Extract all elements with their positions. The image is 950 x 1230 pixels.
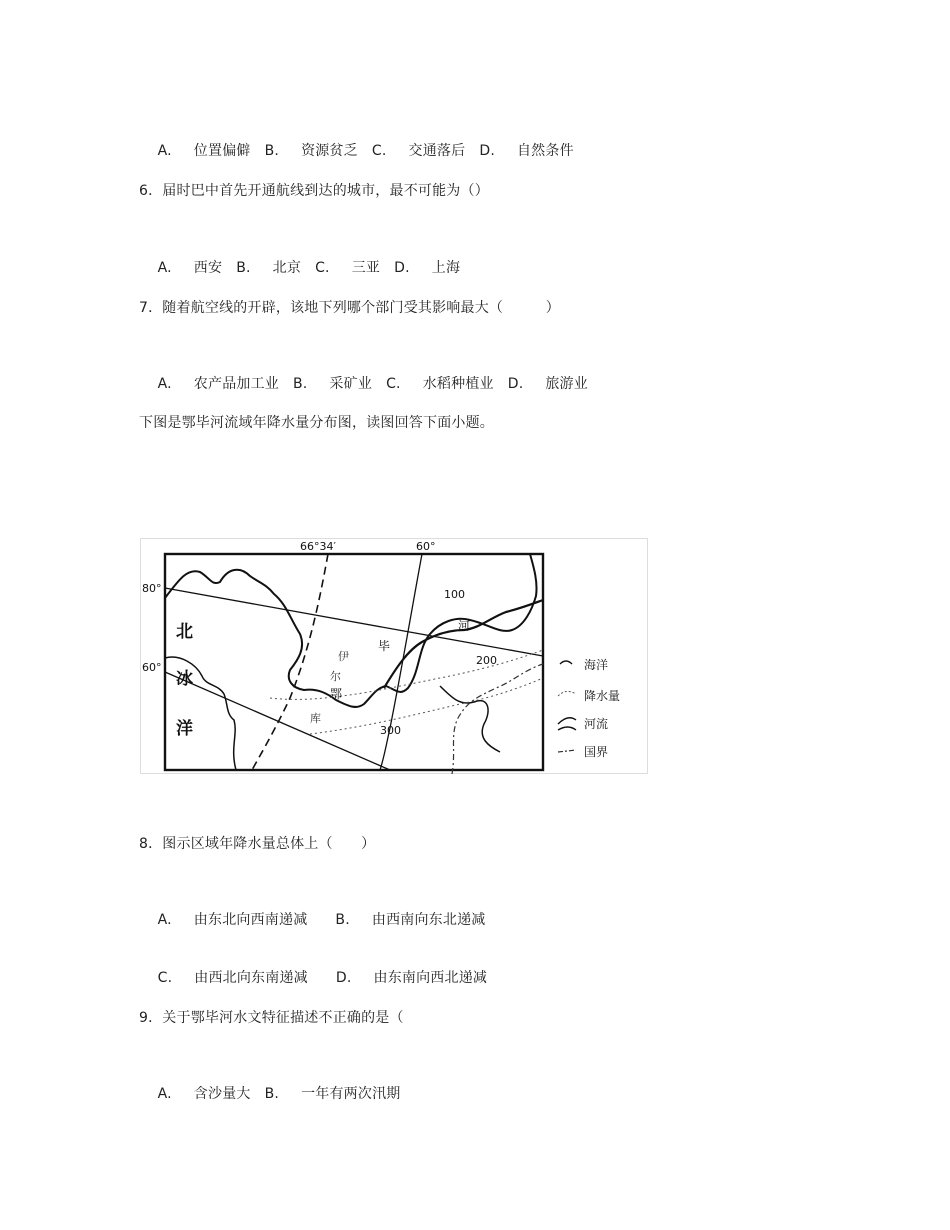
q8-option-b-text: 由西南向东北递减 — [371, 912, 486, 928]
q7-option-a-text: 农产品加工业 — [193, 376, 279, 392]
q8-options-ab — [139, 893, 485, 947]
q9-option-b-text: 一年有两次汛期 — [301, 1086, 401, 1102]
lat-label-60: 60° — [142, 661, 162, 674]
q7-option-c-text: 水稻种植业 — [422, 376, 494, 392]
q5-option-d-letter: D. — [479, 143, 495, 159]
map-svg — [140, 538, 648, 774]
ocean-label-1: 北 — [176, 622, 193, 642]
isohyet-label-300: 300 — [380, 724, 401, 737]
q9-option-b-letter: B. — [264, 1086, 280, 1102]
place-char-3: 库 — [310, 712, 321, 725]
river-label-he: 河 — [458, 619, 471, 633]
q7-option-d-letter: D. — [507, 376, 524, 392]
legend-border-label: 国界 — [584, 745, 609, 759]
q7-option-c-letter: C. — [386, 376, 401, 392]
map-intro: 下图是鄂毕河流域年降水量分布图，读图回答下面小题。 — [139, 415, 494, 431]
legend-isohyet-label: 降水量 — [584, 689, 621, 703]
q5-option-c-text: 交通落后 — [408, 143, 466, 159]
q6-stem: 6．届时巴中首先开通航线到达的城市，最不可能为（） — [139, 183, 489, 199]
q6-option-d-text: 上海 — [431, 260, 461, 276]
q9-option-a-letter: A. — [157, 1086, 172, 1102]
q8-option-c-letter: C. — [157, 970, 173, 986]
q7-option-b-letter: B. — [293, 376, 308, 392]
q7-options — [139, 357, 588, 411]
place-char-1: 伊 — [338, 650, 349, 663]
q6-option-b-letter: B. — [236, 260, 251, 276]
q5-option-a-text: 位置偏僻 — [193, 143, 251, 159]
q9-stem: 9．关于鄂毕河水文特征描述不正确的是（ — [139, 1010, 404, 1026]
q8-option-a-letter: A. — [157, 912, 172, 928]
lon-label-60: 60° — [416, 540, 436, 553]
q6-option-a-letter: A. — [157, 260, 172, 276]
map-outer-frame — [141, 539, 648, 774]
river-label-bi: 毕 — [378, 639, 391, 653]
q8-stem: 8．图示区域年降水量总体上（ ） — [139, 836, 376, 852]
q5-option-c-letter: C. — [371, 143, 387, 159]
q7-option-d-text: 旅游业 — [545, 376, 588, 392]
q7-option-a-letter: A. — [157, 376, 172, 392]
legend-ocean-label: 海洋 — [584, 658, 609, 672]
q8-option-d-letter: D. — [335, 970, 352, 986]
legend-river-label: 河流 — [584, 717, 609, 731]
lon-label-66: 66°34′ — [300, 540, 336, 553]
q6-option-c-text: 三亚 — [351, 260, 381, 276]
q9-options — [139, 1067, 400, 1121]
q8-option-d-text: 由东南向西北递减 — [373, 970, 488, 986]
place-char-2: 尔 — [330, 670, 341, 683]
q6-option-d-letter: D. — [394, 260, 410, 276]
q6-option-c-letter: C. — [315, 260, 330, 276]
ocean-label-3: 洋 — [176, 719, 193, 739]
q6-option-a-text: 西安 — [193, 260, 223, 276]
q8-options-cd — [139, 951, 487, 1005]
q5-option-d-text: 自然条件 — [516, 143, 574, 159]
q8-option-b-letter: B. — [335, 912, 350, 928]
isohyet-label-200: 200 — [476, 654, 497, 667]
ocean-label-2: 冰 — [176, 669, 193, 689]
q5-option-a-letter: A. — [157, 143, 172, 159]
q6-option-b-text: 北京 — [272, 260, 302, 276]
q7-option-b-text: 采矿业 — [329, 376, 373, 392]
lat-label-80: 80° — [142, 582, 162, 595]
q8-option-c-text: 由西北向东南递减 — [194, 970, 308, 986]
q5-option-b-text: 资源贫乏 — [301, 143, 358, 159]
isohyet-label-100: 100 — [444, 588, 465, 601]
q9-option-a-text: 含沙量大 — [193, 1086, 251, 1102]
q6-options — [139, 241, 460, 295]
q5-options — [139, 124, 574, 178]
q7-stem: 7．随着航空线的开辟，该地下列哪个部门受其影响最大（ ） — [139, 300, 560, 316]
q5-option-b-letter: B. — [264, 143, 280, 159]
q8-option-a-text: 由东北向西南递减 — [193, 912, 308, 928]
river-label-e: 鄂 — [330, 687, 343, 701]
precipitation-map — [140, 538, 648, 774]
